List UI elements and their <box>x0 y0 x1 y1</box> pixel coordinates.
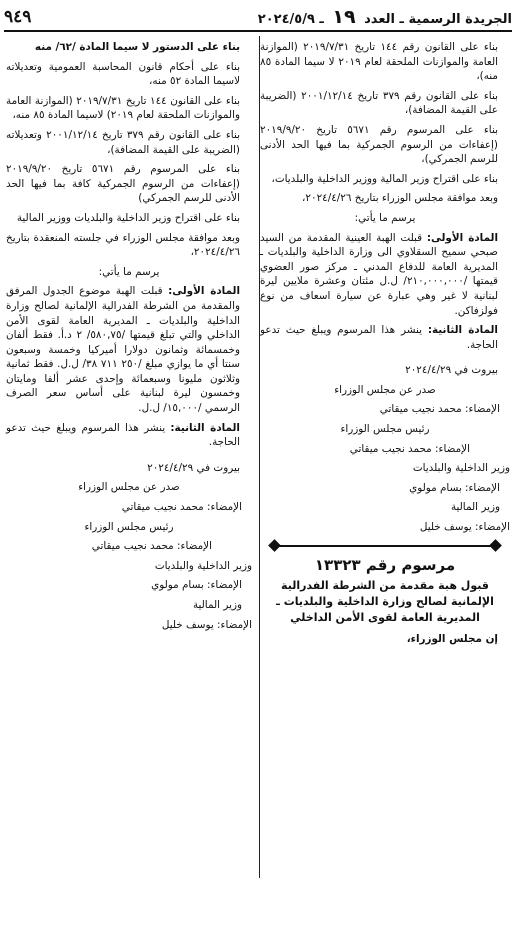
right-para-3: بناء على المرسوم رقم ٥٦٧١ تاريخ ٢٠١٩/٩/٢٠ (إعفاءات من الرسوم الجمركية بما فيها الحد الأدنى للرسم الجمركي)، <box>260 123 498 166</box>
left-para-3: بناء على القانون ١٤٤ تاريخ ٢٠١٩/٧/٣١ (الموازنة العامة والموازنات الملحقة لعام ٢٠١٩) لاسيما المادة ٨٥ منه، <box>6 94 241 122</box>
right-article-2-label: المادة الثانية: <box>427 324 498 337</box>
right-para-5: وبعد موافقة مجلس الوزراء بتاريخ ٢٠٢٤/٤/٢٦، <box>302 192 498 205</box>
right-pm-title: رئيس مجلس الوزراء <box>340 423 430 436</box>
right-decree-formula: يرسم ما يأتي: <box>354 211 416 224</box>
left-article-2-text: ينشر هذا المرسوم ويبلغ حيث تدعو الحاجة. <box>6 421 240 449</box>
right-article-2 <box>260 323 510 352</box>
decree-subject: قبول هبة مقدمة من الشرطة الفدرالية الإلمانية لصالح وزارة الداخلية والبلديات ـ المديرية العامة لقوى الأمن الداخلي <box>276 579 494 625</box>
left-place-date: بيروت في ٢٠٢٤/٤/٢٩ <box>147 461 240 474</box>
left-signature-3: الإمضاء: بسام مولوي <box>151 579 242 592</box>
left-decree-formula: يرسم ما يأتي: <box>98 265 160 278</box>
left-article-2 <box>6 421 252 450</box>
section-divider <box>260 540 510 552</box>
decree-opening: إن مجلس الوزراء، <box>406 633 498 646</box>
left-interior-minister-title: وزير الداخلية والبلديات <box>154 559 252 572</box>
right-article-1-label: المادة الأولى: <box>426 231 498 244</box>
right-column <box>260 40 510 652</box>
left-signature-1: الإمضاء: محمد نجيب ميقاتي <box>121 501 242 514</box>
right-finance-minister-title: وزير المالية <box>450 501 500 514</box>
page-number: ٩٤٩ <box>4 7 32 27</box>
left-finance-minister-title: وزير المالية <box>192 599 242 611</box>
left-para-2: بناء على أحكام قانون المحاسبة العمومية وتعديلاته لاسيما المادة ٥٢ منه، <box>6 60 240 88</box>
right-signature-1: الإمضاء: محمد نجيب ميقاتي <box>379 403 500 416</box>
left-para-4: بناء على القانون رقم ٣٧٩ تاريخ ٢٠٠١/١٢/١٤ وتعديلاته (الضريبة على القيمة المضافة)، <box>6 128 241 156</box>
left-issued-by: صدر عن مجلس الوزراء <box>78 481 180 494</box>
left-signature-2: الإمضاء: محمد نجيب ميقاتي <box>91 540 212 553</box>
left-article-2-label: المادة الثانية: <box>170 421 240 434</box>
left-para-6: بناء على اقتراح وزير الداخلية والبلديات ووزير المالية <box>16 211 240 224</box>
right-article-1-text: قبلت الهبة العينية المقدمة من السيد صبحي سميح السقلاوي الى وزارة الداخلية والبلديات ـ المديرية العامة للدفاع المدني ـ مركز صور العضوي قيمتها /٢١٠,٠٠٠,٠٠٠/ ل.ل مئتان وعشرة ملايين ليرة لبنانية لا غير وهي عبارة عن سيارة اسعاف من نوع فولزفاكن. <box>260 231 498 317</box>
journal-title: الجريدة الرسمية ـ العدد <box>364 12 512 27</box>
left-para-5: بناء على المرسوم رقم ٥٦٧١ تاريخ ٢٠١٩/٩/٢٠ (إعفاءات من الرسوم الجمركية كافة بما فيها الحد الأدنى للرسم الجمركي) <box>6 163 241 205</box>
left-article-1-text: قبلت الهبة موضوع الجدول المرفق والمقدمة من الشرطة الفدرالية الإلمانية لصالح وزارة الداخلية والبلديات ـ المديرية العامة لقوى الأمن الداخلي والتي تبلغ قيمتها /٥٨٠,٧٥/ ٢ د.أ. فقط ألفان وخمسمائة وثمانون دولارا أميركيا وخمسة وسبعون سنتا أي ما يوازي مبلغ /٢٥٠ ٧١١ ٣٨/ ل.ل. فقط ثمانية وثلاثون مليونا وسبعمائة وإحدى عشر ألفا ومايتان وخمسون ليرة لبنانية على أساس سعر الصرف الرسمي /١٥,٠٠٠/ ل.ل. <box>6 285 240 415</box>
right-issued-by: صدر عن مجلس الوزراء <box>334 383 436 396</box>
page-header <box>4 4 512 32</box>
journal-title-line <box>258 6 512 28</box>
right-para-1: بناء على القانون رقم ١٤٤ تاريخ ٢٠١٩/٧/٣١ (الموازنة العامة والموازنات الملحقة لعام ٢٠١٩ لا سيما المادة ٨٥ منه)، <box>260 41 499 83</box>
right-para-4: بناء على اقتراح وزير المالية ووزير الداخلية والبلديات، <box>271 172 498 185</box>
right-para-2: بناء على القانون رقم ٣٧٩ تاريخ ٢٠٠١/١٢/١٤ (الضريبة على القيمة المضافة)، <box>260 89 499 117</box>
left-signature-4: الإمضاء: يوسف خليل <box>161 618 252 631</box>
left-pm-title: رئيس مجلس الوزراء <box>84 520 174 533</box>
issue-number: ١٩ <box>332 6 356 28</box>
decree-title: مرسوم رقم ١٣٣٢٣ <box>314 555 456 574</box>
left-column <box>6 40 252 637</box>
right-article-2-text: ينشر هذا المرسوم ويبلغ حيث تدعو الحاجة. <box>260 324 498 351</box>
right-interior-minister-title: وزير الداخلية والبلديات <box>412 462 510 475</box>
issue-date: ـ ٢٠٢٤/٥/٩ <box>257 12 324 27</box>
left-para-7: وبعد موافقة مجلس الوزراء في جلسته المنعقدة بتاريخ ٢٠٢٤/٤/٢٦، <box>6 231 240 259</box>
right-article-1 <box>260 231 510 319</box>
right-signature-4: الإمضاء: يوسف خليل <box>419 521 510 534</box>
left-article-1 <box>6 284 252 415</box>
left-para-1: بناء على الدستور لا سيما المادة /٦٢/ منه <box>34 41 240 53</box>
right-signature-3: الإمضاء: بسام مولوي <box>409 481 500 494</box>
left-article-1-label: المادة الأولى: <box>168 285 241 298</box>
right-signature-2: الإمضاء: محمد نجيب ميقاتي <box>349 442 470 455</box>
right-place-date: بيروت في ٢٠٢٤/٤/٢٩ <box>405 364 498 377</box>
